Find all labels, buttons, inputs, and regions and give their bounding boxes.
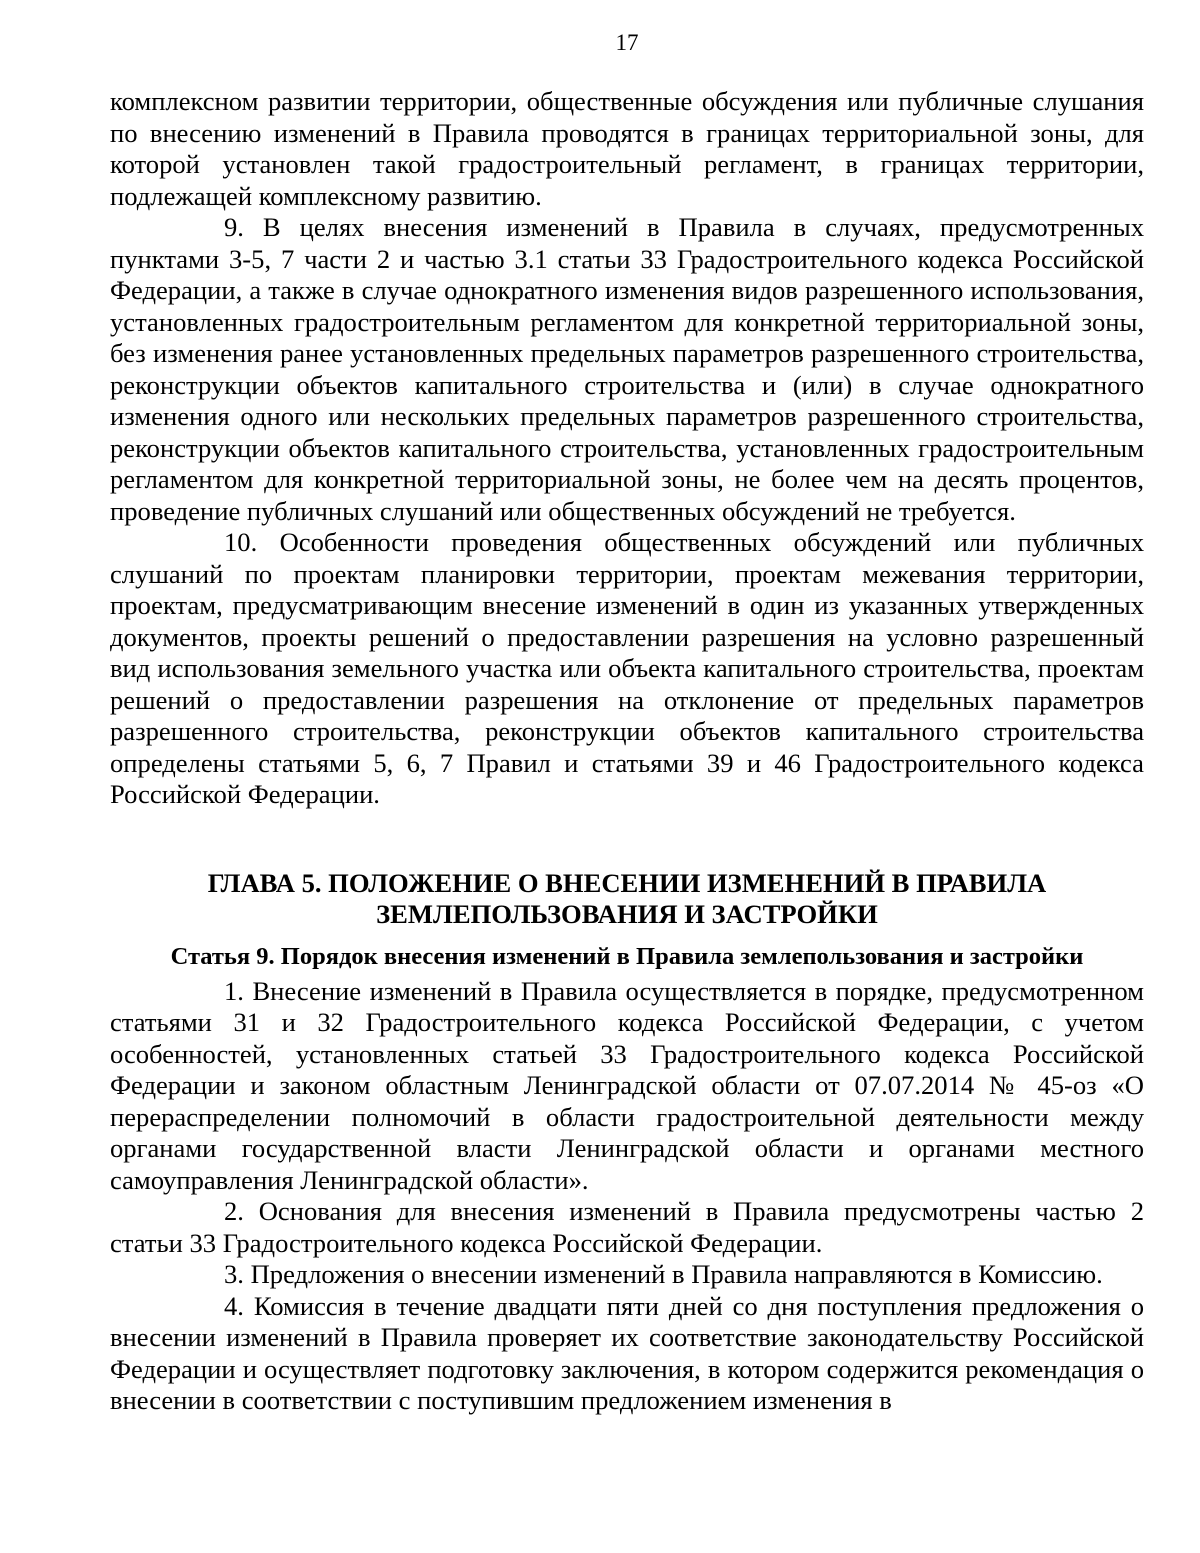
paragraph-continuation: комплексном развитии территории, общественные обсуждения или публичные слушания по внесению изменений в Правила проводятся в границах территориальной зоны, для которой установлен такой градостроительный регламент, в границах территории, подлежащей комплексному развитию. [110,86,1144,211]
page-number: 17 [615,30,639,55]
paragraph-item-9: 9. В целях внесения изменений в Правила в случаях, предусмотренных пунктами 3-5, 7 части 2 и частью 3.1 статьи 33 Градостроительного кодекса Российской Федерации, а также в случае однократного изменения видов разрешенного использования, установленных градостроительным регламентом для конкретной территориальной зоны, без изменения ранее установленных предельных параметров разрешенного строительства, реконструкции объектов капитального строительства и (или) в случае однократного изменения одного или нескольких предельных параметров разрешенного строительства, реконструкции объектов капитального строительства, установленных градостроительным регламентом для конкретной территориальной зоны, не более чем на десять процентов, проведение публичных слушаний или общественных обсуждений не требуется. [110,212,1144,526]
paragraph-item-10: 10. Особенности проведения общественных обсуждений или публичных слушаний по проектам планировки территории, проектам межевания территории, проектам, предусматривающим внесение изменений в один из указанных утвержденных документов, проекты решений о предоставлении разрешения на условно разрешенный вид использования земельного участка или объекта капитального строительства, проектам решений о предоставлении разрешения на отклонение от предельных параметров разрешенного строительства, реконструкции объектов капитального строительства определены статьями 5, 6, 7 Правил и статьями 39 и 46 Градостроительного кодекса Российской Федерации. [110,527,1144,809]
article-title: Статья 9. Порядок внесения изменений в Правила землепользования и застройки [170,942,1084,970]
article-paragraph-1: 1. Внесение изменений в Правила осуществляется в порядке, предусмотренном статьями 31 и 32 Градостроительного кодекса Российской Федерации, с учетом особенностей, установленных статьей 33 Градостроительного кодекса Российской Федерации и законом областным Ленинградской области от 07.07.2014 № 45-оз «О перераспределении полномочий в области градостроительной деятельности между органами государственной власти Ленинградской области и органами местного самоуправления Ленинградской области». [110,975,1144,1195]
article-paragraph-4: 4. Комиссия в течение двадцати пяти дней со дня поступления предложения о внесении изменений в Правила проверяет их соответствие законодательству Российской Федерации и осуществляет подготовку заключения, в котором содержится рекомендация о внесении в соответствии с поступившим предложением изменения в [110,1290,1144,1415]
article-paragraph-2: 2. Основания для внесения изменений в Правила предусмотрены частью 2 статьи 33 Градостроительного кодекса Российской Федерации. [110,1196,1144,1258]
document-body [110,86,1144,1417]
chapter-title: ГЛАВА 5. ПОЛОЖЕНИЕ О ВНЕСЕНИИ ИЗМЕНЕНИЙ В ПРАВИЛА ЗЕМЛЕПОЛЬЗОВАНИЯ И ЗАСТРОЙКИ [207,867,1047,929]
article-paragraph-3: 3. Предложения о внесении изменений в Правила направляются в Комиссию. [224,1259,1103,1289]
